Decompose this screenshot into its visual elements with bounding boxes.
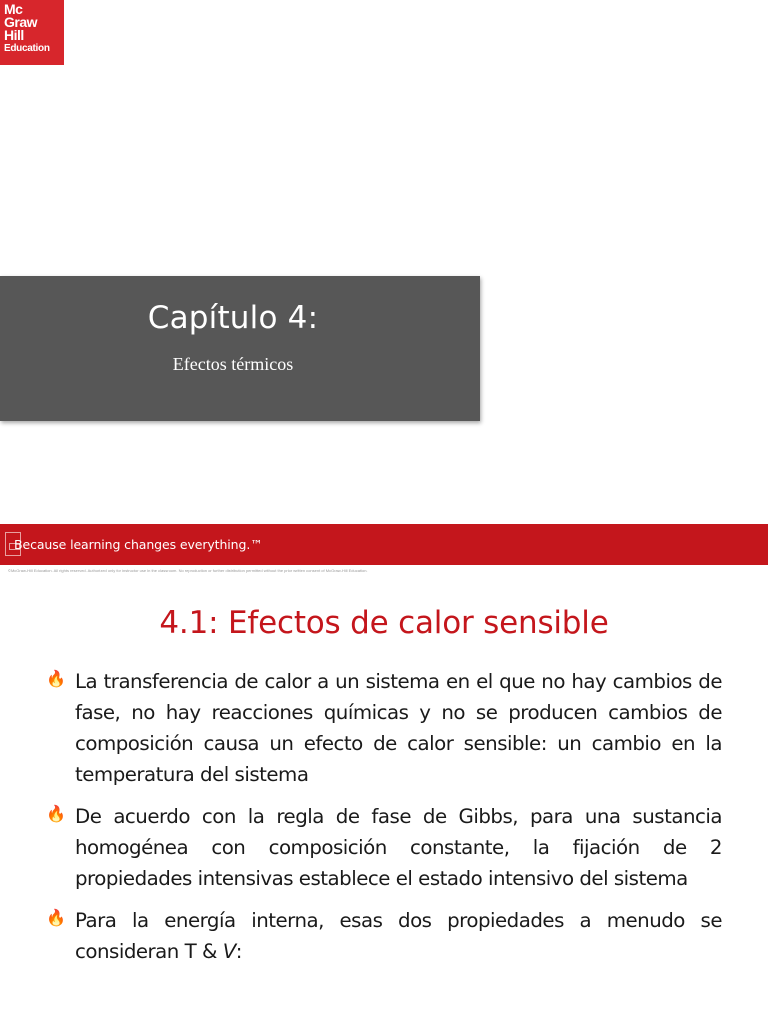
- list-item: [46, 905, 722, 967]
- logo-line-3: Hill: [4, 27, 24, 43]
- mcgraw-hill-logo: [0, 0, 64, 65]
- logo-line-1: Mc: [4, 1, 23, 17]
- copyright-notice: ©McGraw-Hill Education. All rights reserved. Authorized only for instructor use in the classroom. No reproduction or further distribution permitted without the prior written consent of McGraw-Hill Education.: [8, 568, 368, 573]
- bullet-text-part: Para la energía interna, esas dos propiedades a menudo se consideran T &: [75, 909, 722, 963]
- flame-icon: 🔥: [46, 671, 66, 688]
- variable-v: V: [222, 940, 236, 963]
- bullet-text: [75, 905, 722, 967]
- bullet-text-part: :: [235, 940, 242, 963]
- slide-heading: 4.1: Efectos de calor sensible: [159, 605, 609, 641]
- list-item: [46, 801, 722, 894]
- flame-icon: 🔥: [46, 806, 66, 823]
- tagline: Because learning changes everything.™: [14, 537, 263, 552]
- bullet-text: La transferencia de calor a un sistema en el que no hay cambios de fase, no hay reacciones químicas y no se producen cambios de composición causa un efecto de calor sensible: un cambio en la temperatura del sistema: [75, 670, 722, 786]
- bullet-list: [46, 666, 722, 978]
- bullet-text: De acuerdo con la regla de fase de Gibbs, para una sustancia homogénea con composición constante, la fijación de 2 propiedades intensivas establece el estado intensivo del sistema: [75, 805, 722, 890]
- logo-line-2: Graw: [4, 14, 38, 30]
- logo-line-4: Education: [4, 43, 50, 54]
- chapter-title-box: [0, 276, 480, 421]
- chapter-subtitle: Efectos térmicos: [172, 354, 294, 374]
- chapter-title: Capítulo 4:: [147, 300, 319, 336]
- tagline-band: [0, 524, 768, 565]
- flame-icon: 🔥: [46, 910, 66, 927]
- list-item: [46, 666, 722, 790]
